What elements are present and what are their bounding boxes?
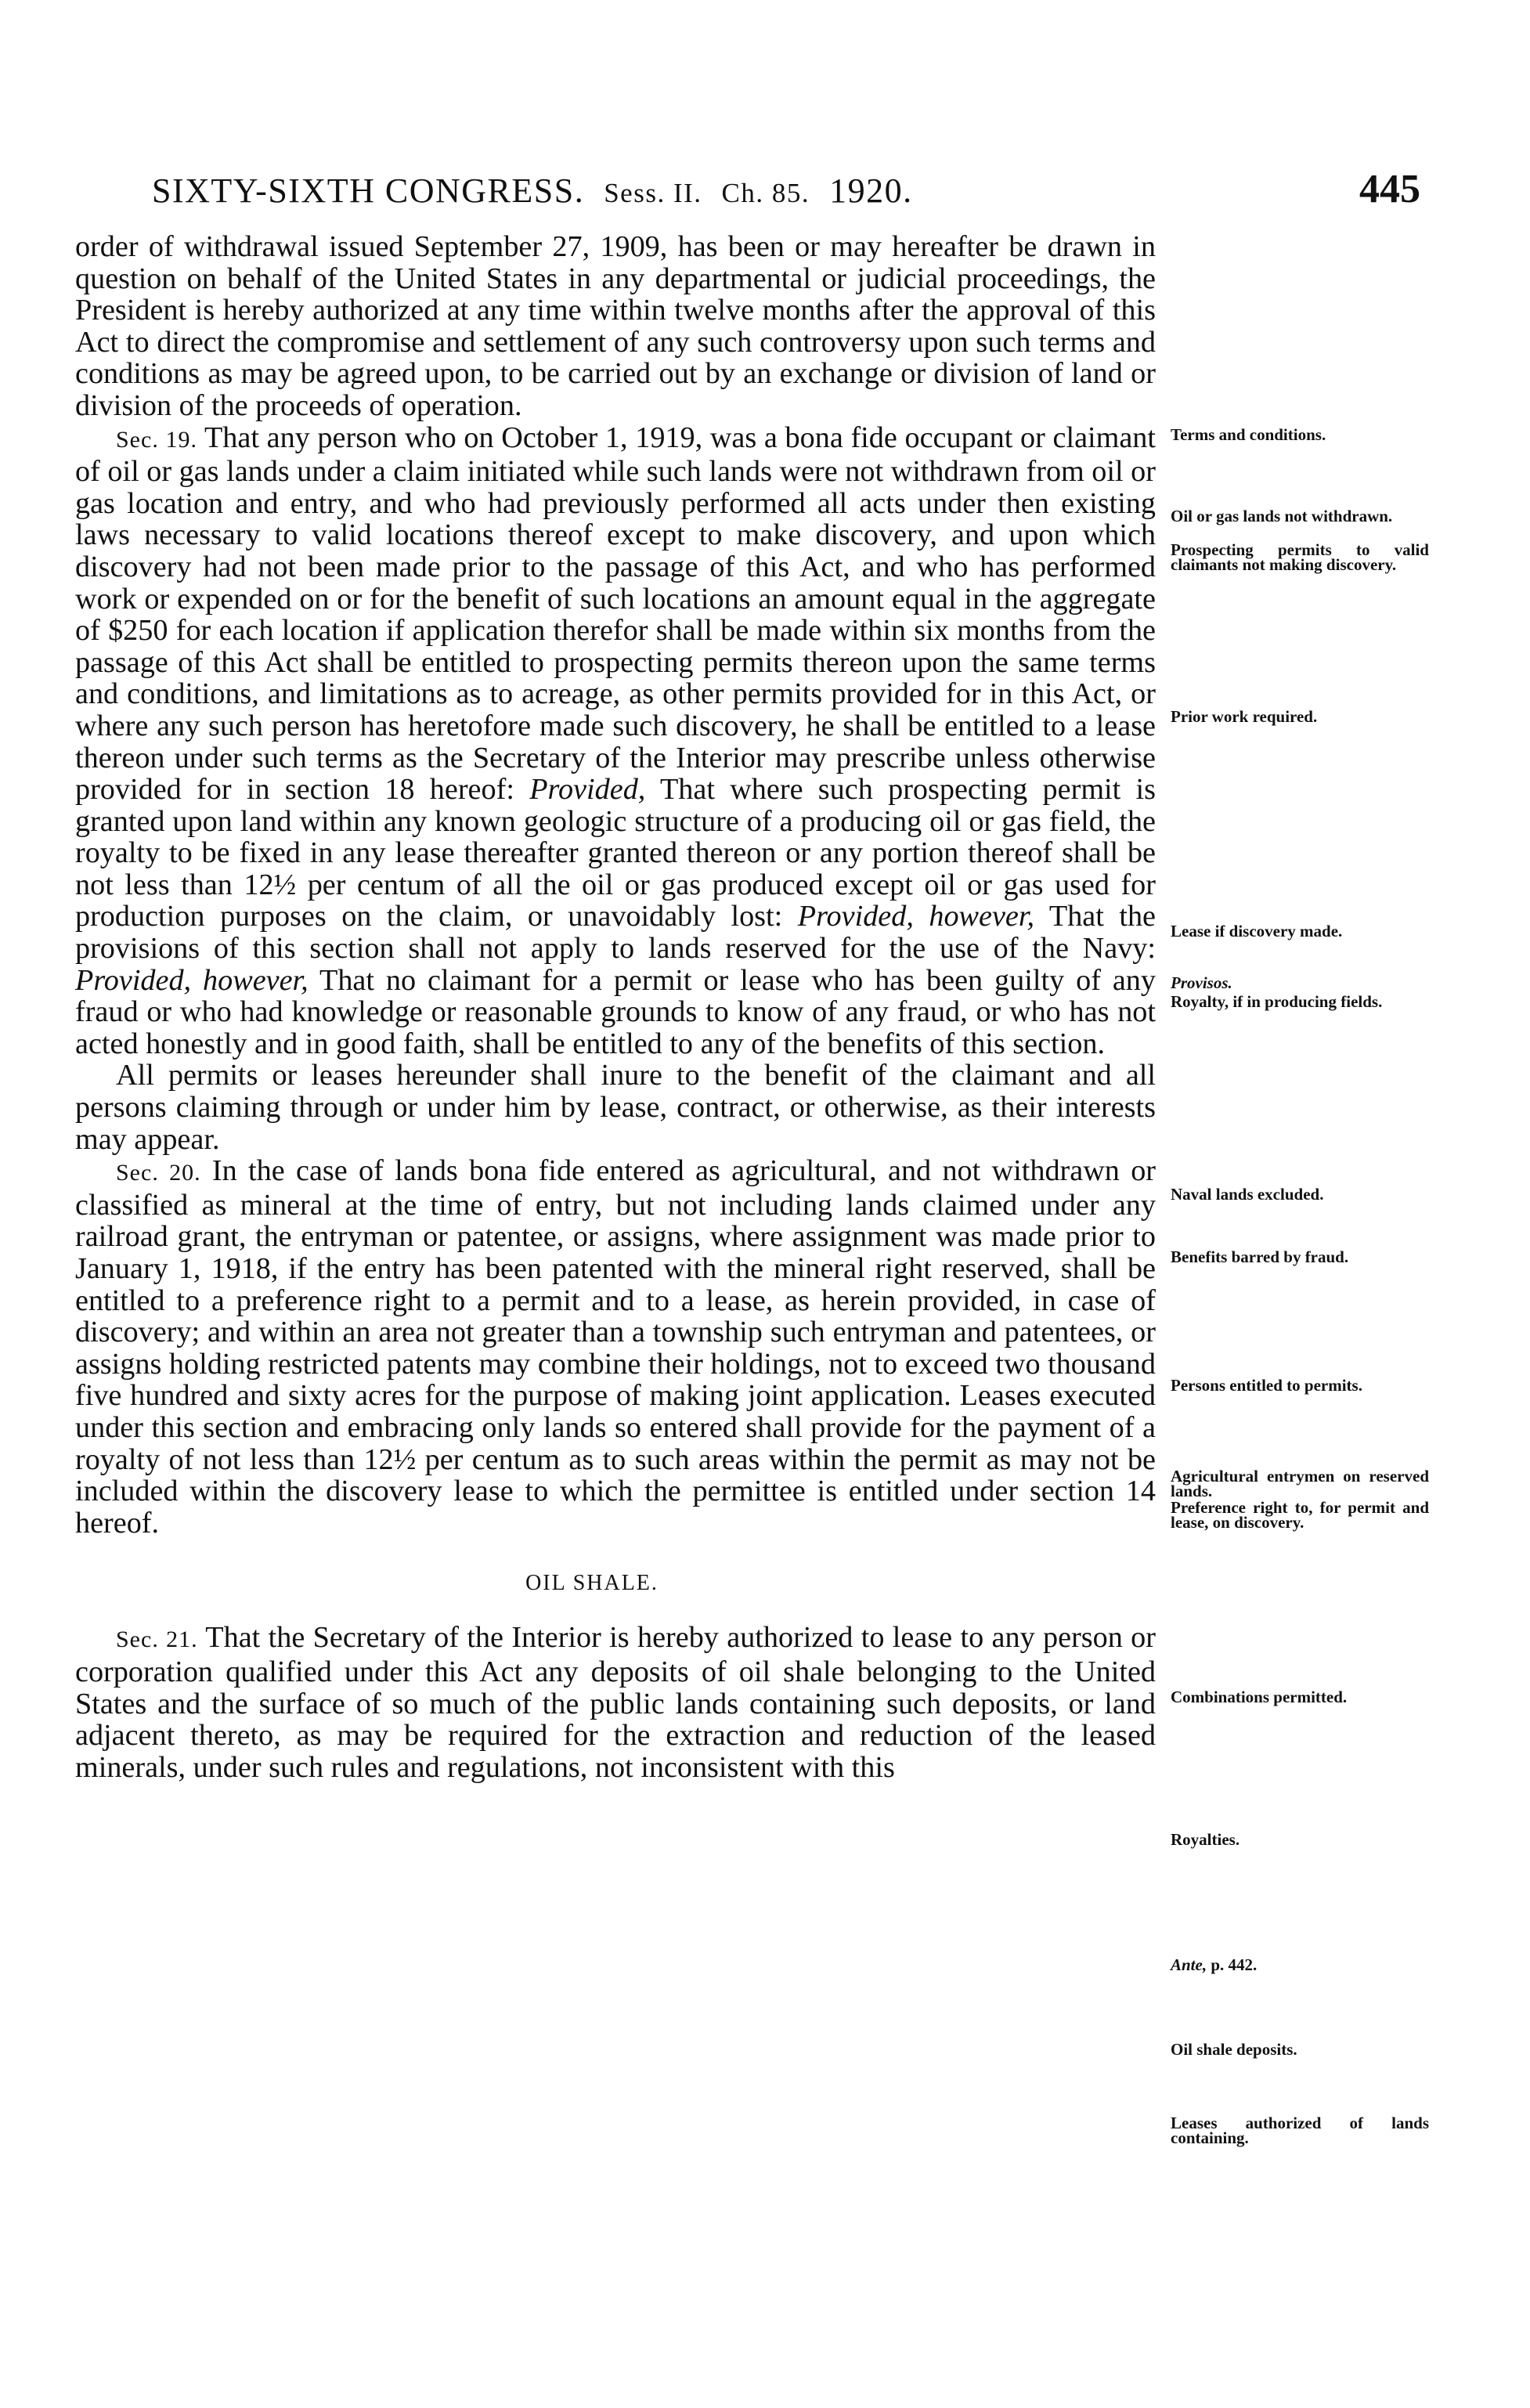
margin-note-preference-right: Preference right to, for permit and lease, on discovery. — [1171, 1498, 1429, 1532]
margin-note-royalty: Royalty, if in producing fields. — [1171, 992, 1383, 1011]
margin-note-oil-shale-deposits: Oil shale deposits. — [1171, 2040, 1297, 2059]
section-20-text: In the case of lands bona fide entered as agricultural, and not withdrawn or classified as mineral at the time of entry, but not including lands claimed under any railroad grant, the entryman or patentee, or assigns, where assignment was made prior to January 1, 1918, if the entry has been patented with the mineral right reserved, shall be entitled to a preference right to a permit and to a lease, as herein provided, in case of discovery; and within an area not greater than a township such entryman and patentees, or assigns holding restricted patents may combine their holdings, not to exceed two thousand five hundred and sixty acres for the purpose of making joint application. Leases executed under this section and embracing only lands so entered shall provide for the payment of a royalty of not less than 12½ per centum as to such areas within the permit as may not be included within the discovery lease to which the permittee is entitled under section 14 hereof. — [75, 1154, 1157, 1540]
proviso-3: Provided, however, — [75, 963, 309, 997]
session-label: Sess. II. — [604, 178, 702, 208]
section-19-label: Sec. 19. — [116, 426, 197, 453]
margin-note-leases-authorized: Leases authorized of lands containing. — [1171, 2114, 1429, 2147]
margin-note-agricultural: Agricultural entrymen on reserved lands. — [1171, 1467, 1429, 1500]
body-text — [75, 231, 1156, 1783]
section-19 — [75, 422, 1156, 1060]
section-21 — [75, 1622, 1156, 1783]
margin-note-benefits-barred: Benefits barred by fraud. — [1171, 1247, 1349, 1266]
chapter-label: Ch. 85. — [721, 178, 810, 208]
section-19-text-d: That no claimant for a permit or lease who has been guilty of any fraud or who had knowledge or reasonable grounds to know of any fraud, or who has not acted honestly and in good faith, shall be entitled to any of the benefits of this section. — [75, 963, 1156, 1060]
margin-note-persons-entitled: Persons entitled to permits. — [1171, 1376, 1362, 1395]
section-20-label: Sec. 20. — [116, 1160, 201, 1186]
page-header — [152, 167, 1428, 218]
provisos-label: Provisos. — [1171, 973, 1232, 992]
heading-oil-shale: OIL SHALE. — [525, 1571, 659, 1596]
running-title — [152, 171, 913, 211]
ante-page: p. 442. — [1211, 1955, 1258, 1974]
permits-paragraph: All permits or leases hereunder shall inure to the benefit of the claimant and all persons claiming through or under him by lease, contract, or otherwise, as their interests may appear. — [75, 1059, 1156, 1156]
margin-note-lease-if-discovery: Lease if discovery made. — [1171, 922, 1343, 940]
margin-note-terms: Terms and conditions. — [1171, 425, 1326, 444]
margin-note-naval-lands: Naval lands excluded. — [1171, 1185, 1324, 1204]
year-label: 1920. — [829, 171, 913, 210]
margin-note-prospecting-permits: Prospecting permits to valid claimants not making discovery. — [1171, 540, 1429, 574]
section-19-text-c: That the provisions of this section shall not apply to lands reserved for the use of the Navy: — [75, 900, 1157, 966]
paragraph-continuation: order of withdrawal issued September 27, 1909, has been or may hereafter be drawn in question on behalf of the United States in any departmental or judicial proceedings, the President is hereby authorized at any time within twelve months after the approval of this Act to direct the compromise and settlement of any such controversy upon such terms and conditions as may be agreed upon, to be carried out by an exchange or division of land or division of the proceeds of operation. — [75, 230, 1156, 422]
congress-label: SIXTY-SIXTH CONGRESS. — [152, 171, 585, 210]
ante-label: Ante, — [1171, 1955, 1207, 1974]
section-19-text-a: That any person who on October 1, 1919, was a bona fide occupant or claimant of oil or gas lands under a claim initiated while such lands were not withdrawn from oil or gas location and entry, and who had previously performed all acts under then existing laws necessary to valid locations thereof except to make discovery, and upon which discovery had not been made prior to the passage of this Act, and who has performed work or expended on or for the benefit of such locations an amount equal in the aggregate of $250 for each location if application therefor shall be made within six months from the passage of this Act shall be entitled to prospecting permits thereon upon the same terms and conditions, and limitations as to acreage, as other permits provided for in this Act, or where any such person has heretofore made such discovery, he shall be entitled to a lease thereon under such terms as the Secretary of the Interior may prescribe unless otherwise provided for in section 18 hereof: — [75, 421, 1156, 807]
margin-note-royalties: Royalties. — [1171, 1830, 1240, 1849]
margin-note-ante — [1171, 1955, 1429, 1974]
section-21-label: Sec. 21. — [116, 1626, 198, 1653]
margin-note-combinations: Combinations permitted. — [1171, 1688, 1348, 1706]
section-21-text: That the Secretary of the Interior is hereby authorized to lease to any person or corporation qualified under this Act any deposits of oil shale belonging to the United States and the surface of so much of the public lands containing such deposits, or land adjacent thereto, as may be required for the extraction and reduction of the leased minerals, under such rules and regulations, not inconsistent with this — [75, 1621, 1156, 1784]
proviso-1: Provided, — [529, 773, 646, 807]
section-20 — [75, 1155, 1156, 1539]
margin-note-provisos — [1171, 973, 1429, 992]
margin-note-oil-gas-not-withdrawn: Oil or gas lands not withdrawn. — [1171, 507, 1393, 525]
section-19-text-b: That where such prospecting permit is granted upon land within any known geologic structure of a producing oil or gas field, the royalty to be fixed in any lease thereafter granted thereon or any portion thereof shall be not less than 12½ per centum of all the oil or gas produced except oil or gas used for production purposes on the claim, or unavoidably lost: — [75, 773, 1157, 933]
page-number: 445 — [1359, 167, 1420, 211]
proviso-2: Provided, however, — [797, 900, 1035, 933]
margin-note-prior-work: Prior work required. — [1171, 707, 1318, 726]
